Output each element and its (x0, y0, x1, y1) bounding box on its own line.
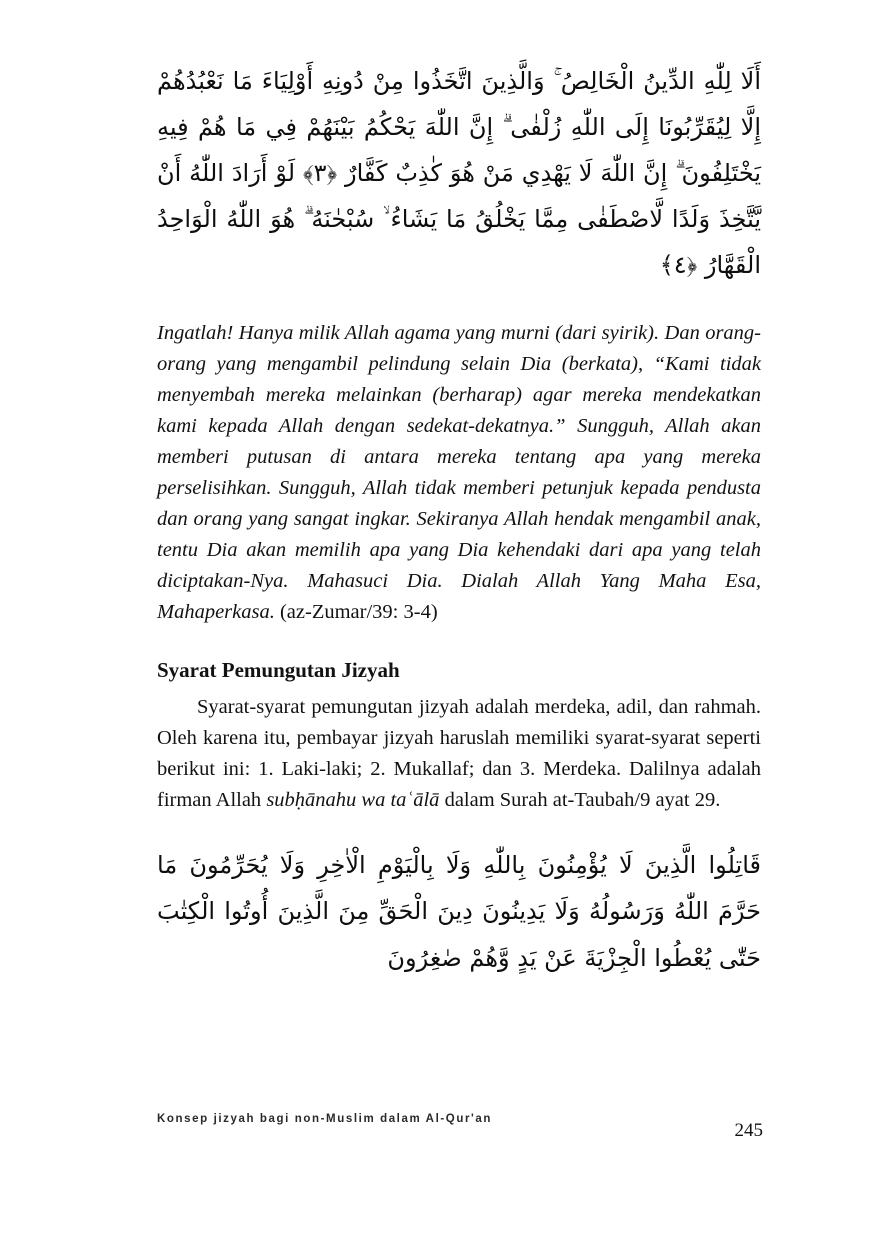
quran-verse-at-taubah-29: قَاتِلُوا الَّذِينَ لَا يُؤْمِنُونَ بِاللّٰهِ وَلَا بِالْيَوْمِ الْاٰخِرِ وَلَا يُحَرِّمُونَ مَا حَرَّمَ اللّٰهُ وَرَسُولُهُ وَلَا يَدِينُونَ دِينَ الْحَقِّ مِنَ الَّذِينَ أُوتُوا الْكِتٰبَ حَتّٰى يُعْطُوا الْجِزْيَةَ عَنْ يَدٍ وَّهُمْ صٰغِرُونَ (157, 851, 761, 972)
translation-az-zumar (157, 318, 761, 628)
verse-reference: (az-Zumar/39: 3-4) (279, 601, 438, 624)
honorific-phrase: subḥānahu wa taʿālā (266, 789, 440, 812)
body-text-after: dalam Surah at-Taubah/9 ayat 29. (439, 789, 721, 812)
translation-text: Ingatlah! Hanya milik Allah agama yang murni (dari syirik). Dan orang-orang yang mengambil pelindung selain Dia (berkata), “Kami tidak menyembah mereka melainkan (berharap) agar mereka mendekatkan kami kepada Allah dengan sedekat-dekatnya.” Sungguh, Allah akan memberi putusan di antara mereka tentang apa yang mereka perselisihkan. Sungguh, Allah tidak memberi petunjuk kepada pendusta dan orang yang sangat ingkar. Sekiranya Allah hendak mengambil anak, tentu Dia akan memilih apa yang Dia kehendaki dari apa yang telah diciptakan-Nya. Mahasuci Dia. Dialah Allah Yang Maha Esa, Mahaperkasa. (157, 322, 761, 624)
body-paragraph (157, 692, 761, 816)
page-number: 245 (734, 1120, 763, 1141)
page-footer (157, 1104, 763, 1142)
section-heading: Syarat Pemungutan Jizyah (157, 658, 400, 683)
quran-verse-az-zumar-3-4: أَلَا لِلّٰهِ الدِّينُ الْخَالِصُ ۚ وَالَّذِينَ اتَّخَذُوا مِنْ دُونِهِ أَوْلِيَاءَ مَا نَعْبُدُهُمْ إِلَّا لِيُقَرِّبُونَا إِلَى اللّٰهِ زُلْفٰى ۗ إِنَّ اللّٰهَ يَحْكُمُ بَيْنَهُمْ فِي مَا هُمْ فِيهِ يَخْتَلِفُونَ ۗ إِنَّ اللّٰهَ لَا يَهْدِي مَنْ هُوَ كٰذِبٌ كَفَّارٌ ﴿٣﴾ لَوْ أَرَادَ اللّٰهُ أَنْ يَّتَّخِذَ وَلَدًا لَّاصْطَفٰى مِمَّا يَخْلُقُ مَا يَشَاءُ ۙ سُبْحٰنَهُ ۗ هُوَ اللّٰهُ الْوَاحِدُ الْقَهَّارُ ﴿٤﴾ (157, 67, 761, 280)
document-page-content (157, 58, 761, 981)
running-footer-title: Konsep jizyah bagi non-Muslim dalam Al-Qur'an (157, 1113, 493, 1125)
body-text-before: Syarat-syarat pemungutan jizyah adalah merdeka, adil, dan rahmah. Oleh karena itu, pembayar jizyah haruslah memiliki syarat-syarat seperti berikut ini: 1. Laki-laki; 2. Mukallaf; dan 3. Merdeka. Dalilnya adalah firman Allah (157, 696, 761, 812)
